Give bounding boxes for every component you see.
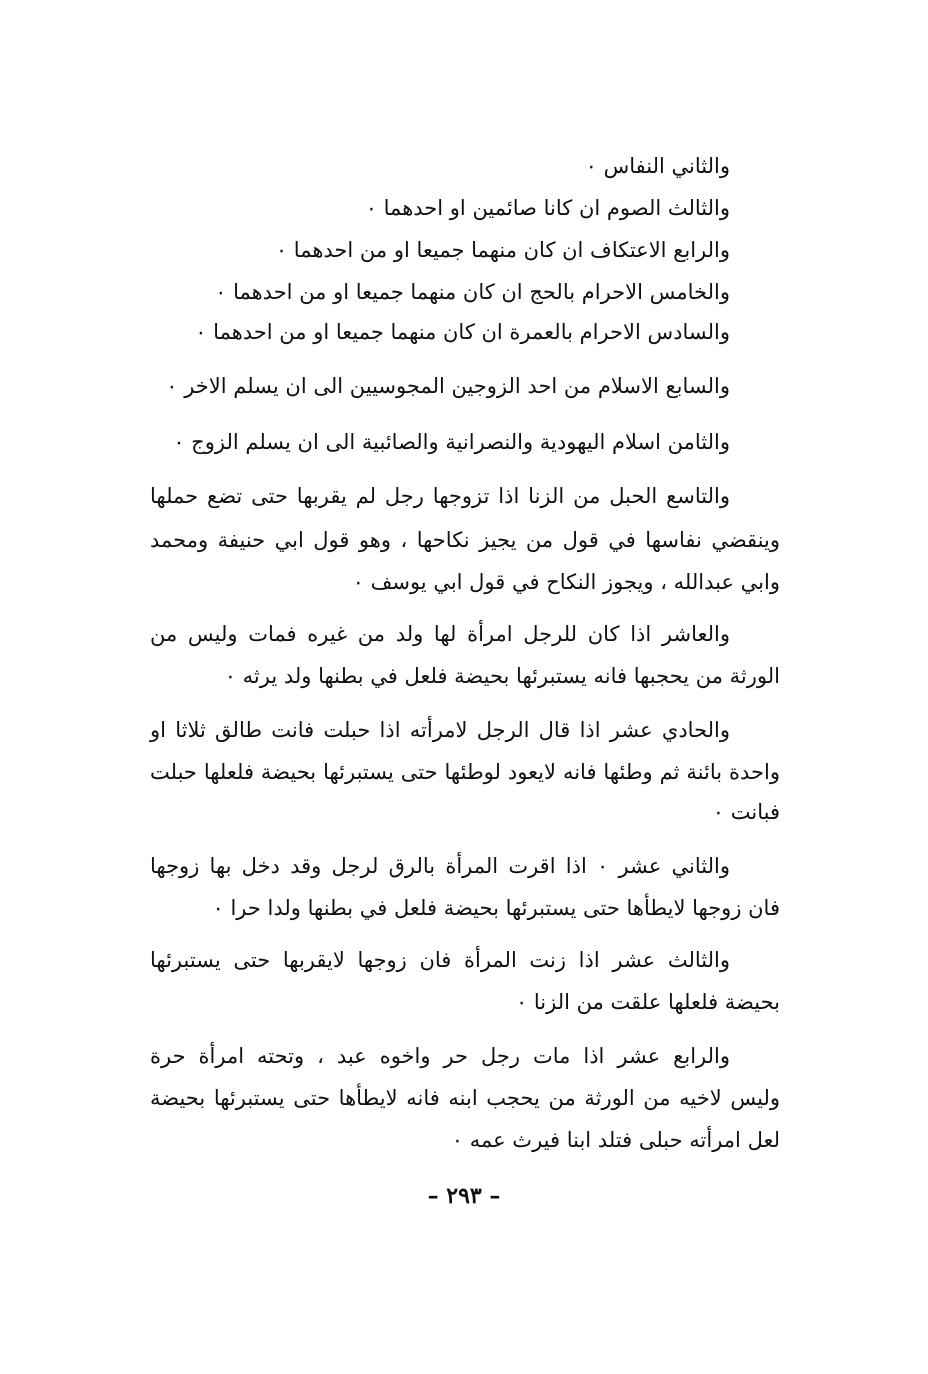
- text-line: والحادي عشر اذا قال الرجل لامرأته اذا حبلت فانت طالق ثلاثا او: [150, 718, 730, 742]
- text-line: والثالث الصوم ان كانا صائمين او احدهما ٠: [365, 196, 730, 220]
- page-number: – ٢٩٣ –: [427, 1183, 501, 1209]
- text-line: بحيضة فلعلها علقت من الزنا ٠: [515, 990, 780, 1014]
- text-line: لعل امرأته حبلى فتلد ابنا فيرث عمه ٠: [451, 1128, 780, 1152]
- text-line: والثاني عشر ٠ اذا اقرت المرأة بالرق لرجل وقد دخل بها زوجها: [150, 854, 730, 878]
- text-line: وينقضي نفاسها في قول من يجيز نكاحها ، وهو قول ابي حنيفة ومحمد: [150, 528, 780, 552]
- text-line: والخامس الاحرام بالحج ان كان منهما جميعا او من احدهما ٠: [215, 280, 730, 304]
- text-line: الورثة من يحجبها فانه يستبرئها بحيضة فلعل في بطنها ولد يرثه ٠: [224, 664, 780, 688]
- text-line: فان زوجها لايطأها حتى يستبرئها بحيضة فلعل في بطنها ولدا حرا ٠: [212, 896, 780, 920]
- text-line: والرابع عشر اذا مات رجل حر واخوه عبد ، وتحته امرأة حرة: [150, 1044, 730, 1068]
- text-line: والثاني النفاس ٠: [585, 154, 730, 178]
- text-line: وابي عبدالله ، ويجوز النكاح في قول ابي يوسف ٠: [352, 570, 780, 594]
- text-line: والتاسع الحبل من الزنا اذا تزوجها رجل لم يقربها حتى تضع حملها: [150, 484, 730, 508]
- text-line: واحدة بائنة ثم وطئها فانه لايعود لوطئها حتى يستبرئها بحيضة فلعلها حبلت: [150, 760, 780, 784]
- text-line: وليس لاخيه من الورثة من يحجب ابنه فانه لايطأها حتى يستبرئها بحيضة: [150, 1086, 780, 1110]
- text-line: والسادس الاحرام بالعمرة ان كان منهما جميعا او من احدهما ٠: [195, 320, 730, 344]
- text-line: والثامن اسلام اليهودية والنصرانية والصائبية الى ان يسلم الزوج ٠: [173, 430, 730, 454]
- text-line: فبانت ٠: [712, 800, 780, 824]
- text-line: والعاشر اذا كان للرجل امرأة لها ولد من غيره فمات وليس من: [150, 622, 730, 646]
- text-line: والثالث عشر اذا زنت المرأة فان زوجها لايقربها حتى يستبرئها: [150, 948, 730, 972]
- text-line: والسابع الاسلام من احد الزوجين المجوسيين الى ان يسلم الاخر ٠: [166, 374, 730, 398]
- text-line: والرابع الاعتكاف ان كان منهما جميعا او من احدهما ٠: [275, 238, 730, 262]
